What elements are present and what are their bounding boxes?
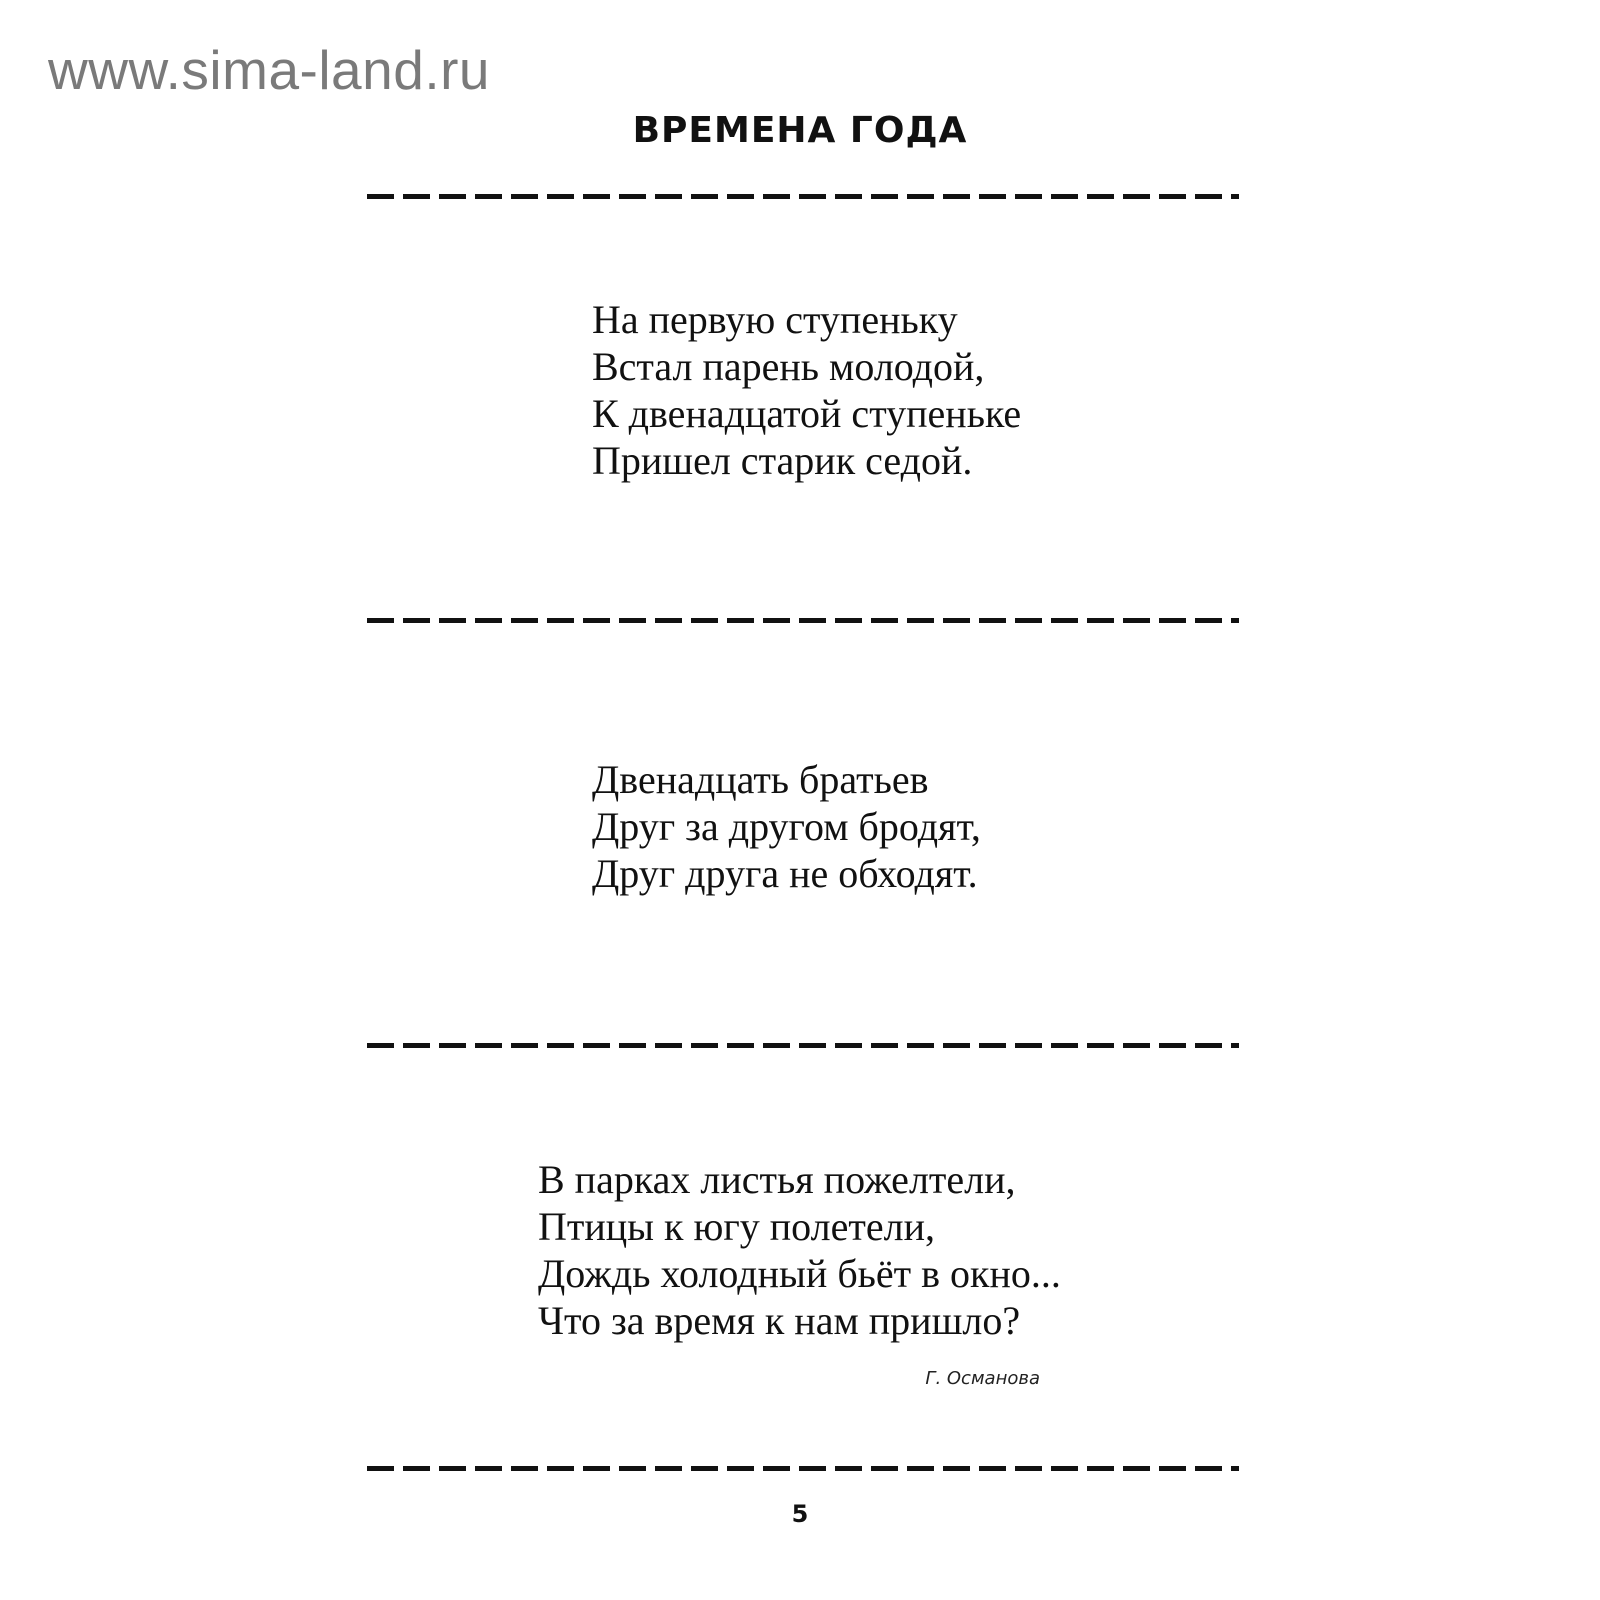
- verse-line: В парках листья пожелтели,: [538, 1157, 1016, 1202]
- dashed-divider: [367, 1466, 1239, 1471]
- verse-line: К двенадцатой ступеньке: [592, 391, 1022, 436]
- verse-line: Что за время к нам пришло?: [538, 1298, 1021, 1343]
- riddle-3: [538, 1156, 1061, 1344]
- verse-line: Птицы к югу полетели,: [538, 1204, 935, 1249]
- verse-line: Друг за другом бродят,: [592, 804, 981, 849]
- verse-line: На первую ступеньку: [592, 297, 958, 342]
- verse-line: Встал парень молодой,: [592, 344, 985, 389]
- dashed-divider: [367, 618, 1239, 623]
- verse-line: Пришел старик седой.: [592, 438, 973, 483]
- dashed-divider: [367, 194, 1239, 199]
- dashed-divider: [367, 1043, 1239, 1048]
- verse-line: Друг друга не обходят.: [592, 851, 978, 896]
- verse-line: Дождь холодный бьёт в окно...: [538, 1251, 1061, 1296]
- page-number: 5: [791, 1500, 809, 1528]
- riddle-1: [592, 296, 1021, 484]
- verse-line: Двенадцать братьев: [592, 757, 929, 802]
- watermark: www.sima-land.ru: [48, 39, 491, 101]
- riddle-2: [592, 756, 981, 897]
- author-credit: Г. Османова: [925, 1368, 1040, 1389]
- page-title: ВРЕМЕНА ГОДА: [632, 110, 968, 151]
